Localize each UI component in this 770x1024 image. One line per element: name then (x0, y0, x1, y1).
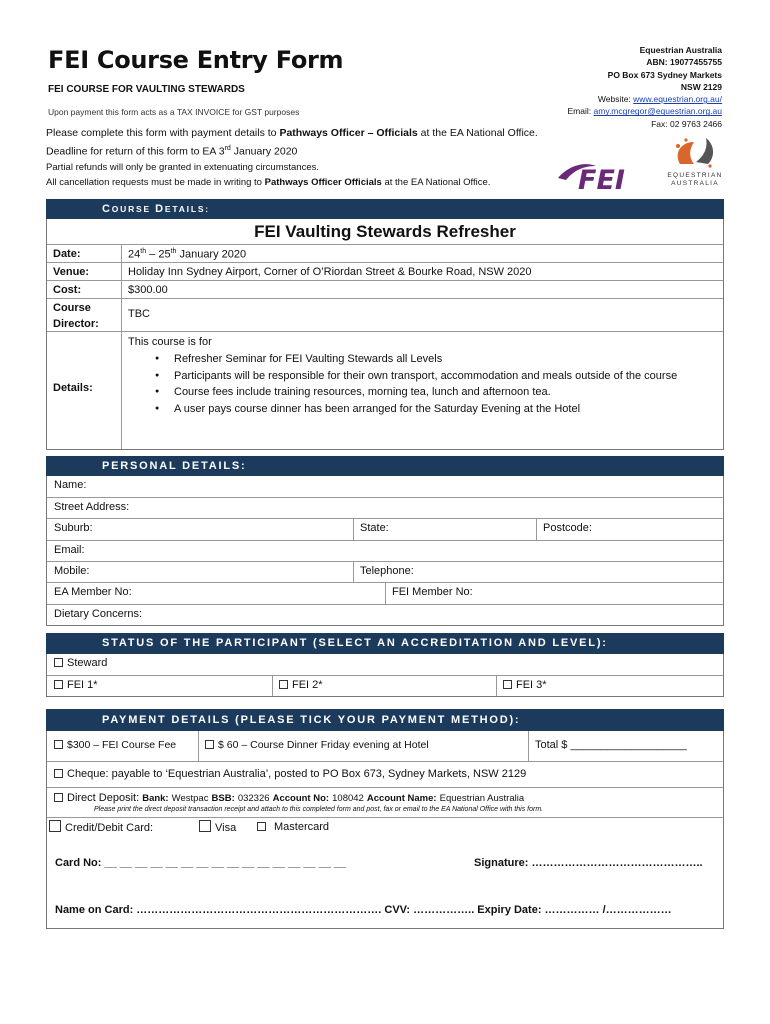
intro-line-1: Please complete this form with payment details to Pathways Officer – Officials at the EA National Office. (46, 127, 538, 139)
details-value (121, 332, 723, 449)
tax-note: Upon payment this form acts as a TAX INVOICE for GST purposes (48, 107, 300, 117)
email-field[interactable]: Email: (47, 540, 723, 561)
steward-checkbox[interactable] (54, 658, 63, 667)
director-value: TBC (121, 299, 723, 331)
intro-line-2: Deadline for return of this form to EA 3rd January 2020 (46, 145, 298, 158)
page-title: FEI Course Entry Form (48, 46, 344, 74)
visa-checkbox[interactable] (199, 820, 211, 832)
mobile-field[interactable]: Mobile: (54, 565, 90, 577)
venue-label: Venue: (53, 266, 90, 278)
name-on-card-field[interactable]: Name on Card: …………………………………………………………. CVV: …………….. Expiry Date: …………… /……………… (55, 904, 672, 916)
details-item: ● Participants will be responsible for their own transport, accommodation and meals outside of the course (128, 368, 717, 385)
fei1-checkbox[interactable] (54, 680, 63, 689)
course-details-row (47, 331, 723, 449)
dietary-field[interactable]: Dietary Concerns: (47, 604, 723, 625)
ea-member-field[interactable]: EA Member No: (54, 586, 132, 598)
email-link[interactable]: amy.mcgregor@equestrian.org.au (593, 106, 722, 117)
date-value: 24th – 25th January 2020 (121, 245, 723, 262)
website-link[interactable]: www.equestrian.org.au/ (633, 94, 722, 105)
fei-level-row (47, 675, 723, 696)
total-field[interactable]: Total $ ___________________ (528, 731, 723, 761)
dinner-fee-option[interactable]: $ 60 – Course Dinner Friday evening at Hotel (198, 731, 528, 761)
org-po-box: PO Box 673 Sydney Markets (607, 69, 722, 80)
course-venue-row (47, 262, 723, 280)
payment-table (46, 731, 724, 929)
phone-row (47, 561, 723, 582)
telephone-field[interactable]: Telephone: (353, 562, 723, 582)
personal-details-table (46, 476, 724, 626)
page-subtitle: FEI COURSE FOR VAULTING STEWARDS (48, 84, 245, 95)
cheque-option[interactable]: Cheque: payable to ‘Equestrian Australia’, posted to PO Box 673, Sydney Markets, NSW 2129 (47, 761, 723, 787)
state-field[interactable]: State: (353, 519, 536, 540)
fei3-checkbox[interactable] (503, 680, 512, 689)
fei-member-field[interactable]: FEI Member No: (385, 583, 723, 604)
details-intro: This course is for (128, 336, 212, 348)
course-details-header: COURSE DETAILS: (46, 199, 724, 219)
personal-details-header: PERSONAL DETAILS: (46, 456, 724, 476)
cost-value: $300.00 (121, 281, 723, 298)
org-name: Equestrian Australia (639, 45, 722, 55)
steward-option[interactable]: Steward (47, 654, 723, 675)
cost-label: Cost: (53, 284, 82, 296)
visa-option[interactable]: Visa (199, 820, 236, 834)
suburb-field[interactable]: Suburb: (54, 522, 93, 534)
director-label: Course Director: (53, 302, 99, 330)
cheque-checkbox[interactable] (54, 769, 63, 778)
course-cost-row (47, 280, 723, 298)
payment-header: PAYMENT DETAILS (PLEASE TICK YOUR PAYMENT METHOD): (46, 709, 724, 731)
card-number-field[interactable]: Card No: __ __ __ __ __ __ __ __ __ __ __ __ __ __ __ __ (55, 857, 347, 869)
details-item: ● Refresher Seminar for FEI Vaulting Stewards all Levels (128, 351, 717, 368)
status-table (46, 654, 724, 697)
email-label: Email: (567, 106, 592, 117)
card-checkbox[interactable] (49, 820, 61, 832)
suburb-row (47, 518, 723, 540)
fei3-option[interactable]: FEI 3* (496, 676, 723, 696)
signature-field[interactable]: Signature: ……………………………………….. (474, 857, 703, 869)
course-details-table (46, 219, 724, 450)
direct-deposit-option[interactable]: Direct Deposit: Bank: Westpac BSB: 032326 Account No: 108042 Account Name: Equestrian Australia Please print the direct deposit transaction receipt and attach to this completed form and post, fax or email to the EA National Office with this form. (47, 787, 723, 817)
org-fax: Fax: 02 9763 2466 (651, 118, 722, 129)
details-item: ● Course fees include training resources, morning tea, lunch and afternoon tea. (128, 384, 717, 401)
course-fee-checkbox[interactable] (54, 740, 63, 749)
details-list (128, 351, 717, 418)
details-label: Details: (53, 382, 93, 394)
venue-value: Holiday Inn Sydney Airport, Corner of O’Riordan Street & Bourke Road, NSW 2020 (121, 263, 723, 280)
ea-logo-text: EQUESTRIAN AUSTRALIA (667, 172, 723, 187)
fei2-option[interactable]: FEI 2* (272, 676, 496, 696)
svg-text:FEI: FEI (578, 165, 625, 192)
intro-line-4: All cancellation requests must be made in writing to Pathways Officer Officials at the EA National Office. (46, 177, 491, 188)
org-abn: ABN: 19077455755 (646, 57, 722, 68)
fei-logo (556, 158, 640, 192)
dinner-fee-checkbox[interactable] (205, 740, 214, 749)
course-date-row (47, 244, 723, 262)
deposit-checkbox[interactable] (54, 793, 63, 802)
card-section (47, 817, 723, 928)
fees-row (47, 731, 723, 761)
course-title: FEI Vaulting Stewards Refresher (254, 222, 516, 241)
member-row (47, 582, 723, 604)
org-contact-block (462, 44, 722, 130)
course-fee-option[interactable]: $300 – FEI Course Fee (47, 731, 198, 761)
deposit-note: Please print the direct deposit transaction receipt and attach to this completed form and post, fax or email to the EA National Office with this form. (94, 806, 544, 813)
mastercard-option[interactable]: Mastercard (257, 821, 329, 833)
fei2-checkbox[interactable] (279, 680, 288, 689)
status-header: STATUS OF THE PARTICIPANT (SELECT AN ACCREDITATION AND LEVEL): (46, 633, 724, 654)
name-field[interactable]: Name: (54, 479, 87, 491)
website-label: Website: (597, 94, 631, 105)
fei1-option[interactable]: FEI 1* (47, 676, 272, 696)
street-address-field[interactable]: Street Address: (47, 497, 723, 518)
date-label: Date: (53, 248, 81, 260)
postcode-field[interactable]: Postcode: (536, 519, 723, 540)
card-option[interactable]: Credit/Debit Card: (49, 820, 153, 834)
intro-line-3: Partial refunds will only be granted in extenuating circumstances. (46, 162, 320, 173)
mastercard-checkbox[interactable] (257, 822, 266, 831)
details-item: ● A user pays course dinner has been arranged for the Saturday Evening at the Hotel (128, 401, 717, 418)
org-state: NSW 2129 (680, 81, 722, 92)
course-director-row (47, 298, 723, 331)
